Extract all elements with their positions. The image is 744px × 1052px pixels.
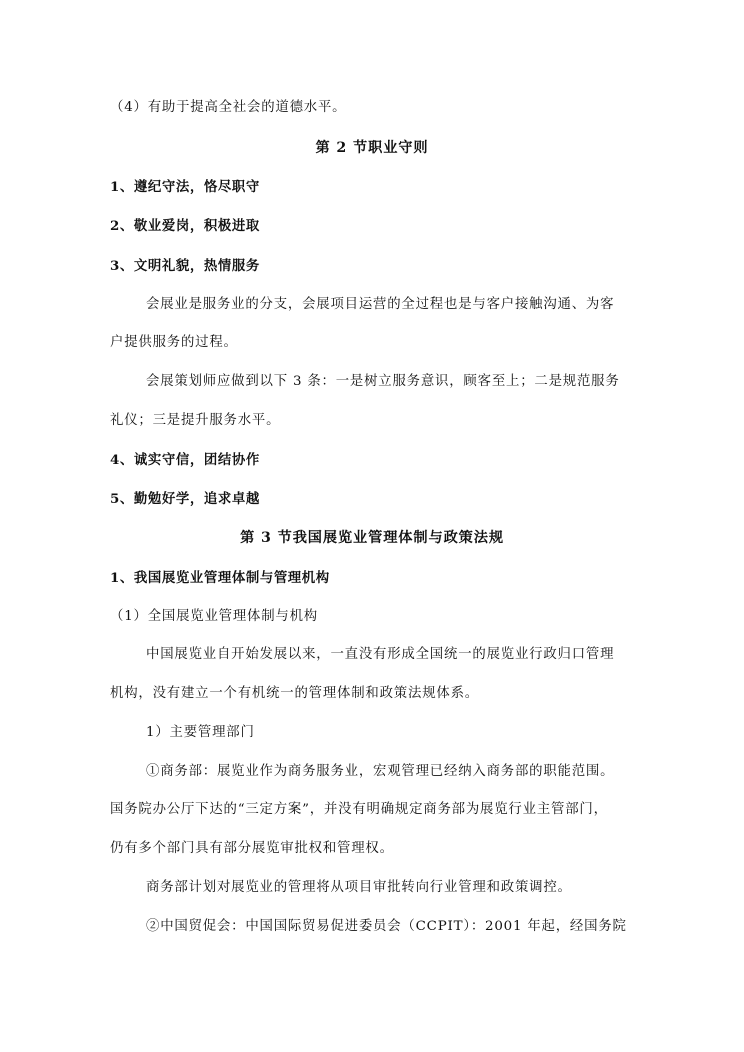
paragraph-line: 机构，没有建立一个有机统一的管理体制和政策法规体系。	[110, 686, 479, 701]
paragraph-line: 会展业是服务业的分支，会展项目运营的全过程也是与客户接触沟通、为客	[146, 297, 615, 312]
paragraph-line: 仍有多个部门具有部分展览审批权和管理权。	[110, 841, 394, 856]
paragraph-line: 礼仪；三是提升服务水平。	[110, 413, 281, 428]
paragraph-line: 国务院办公厅下达的“三定方案”，并没有明确规定商务部为展览行业主管部门，	[110, 802, 608, 817]
principle-4: 4、诚实守信，团结协作	[110, 452, 260, 468]
subsection-1-heading: 1、我国展览业管理体制与管理机构	[110, 570, 330, 586]
subheading-main-departments: 1）主要管理部门	[146, 725, 255, 740]
paragraph-line: 会展策划师应做到以下 3 条：一是树立服务意识，顾客至上；二是规范服务	[146, 374, 620, 389]
principle-2: 2、敬业爱岗，积极进取	[110, 218, 260, 234]
principle-1: 1、遵纪守法，恪尽职守	[110, 179, 260, 195]
principle-3: 3、文明礼貌，热情服务	[110, 258, 260, 274]
paragraph-line: 商务部计划对展览业的管理将从项目审批转向行业管理和政策调控。	[146, 880, 572, 895]
section-2-heading: 第 2 节职业守则	[315, 140, 429, 156]
paragraph-line: ①商务部：展览业作为商务服务业，宏观管理已经纳入商务部的职能范围。	[146, 764, 615, 779]
list-item-4: （4）有助于提高全社会的道德水平。	[110, 100, 347, 115]
paragraph-line: 中国展览业自开始发展以来，一直没有形成全国统一的展览业行政归口管理	[146, 647, 615, 662]
principle-5: 5、勤勉好学，追求卓越	[110, 491, 260, 507]
paragraph-line: 户提供服务的过程。	[110, 335, 238, 350]
section-3-heading: 第 3 节我国展览业管理体制与政策法规	[240, 530, 504, 546]
paragraph-line: ②中国贸促会：中国国际贸易促进委员会（CCPIT）：2001 年起，经国务院	[146, 919, 627, 934]
subsection-1-1-heading: （1）全国展览业管理体制与机构	[110, 609, 318, 624]
